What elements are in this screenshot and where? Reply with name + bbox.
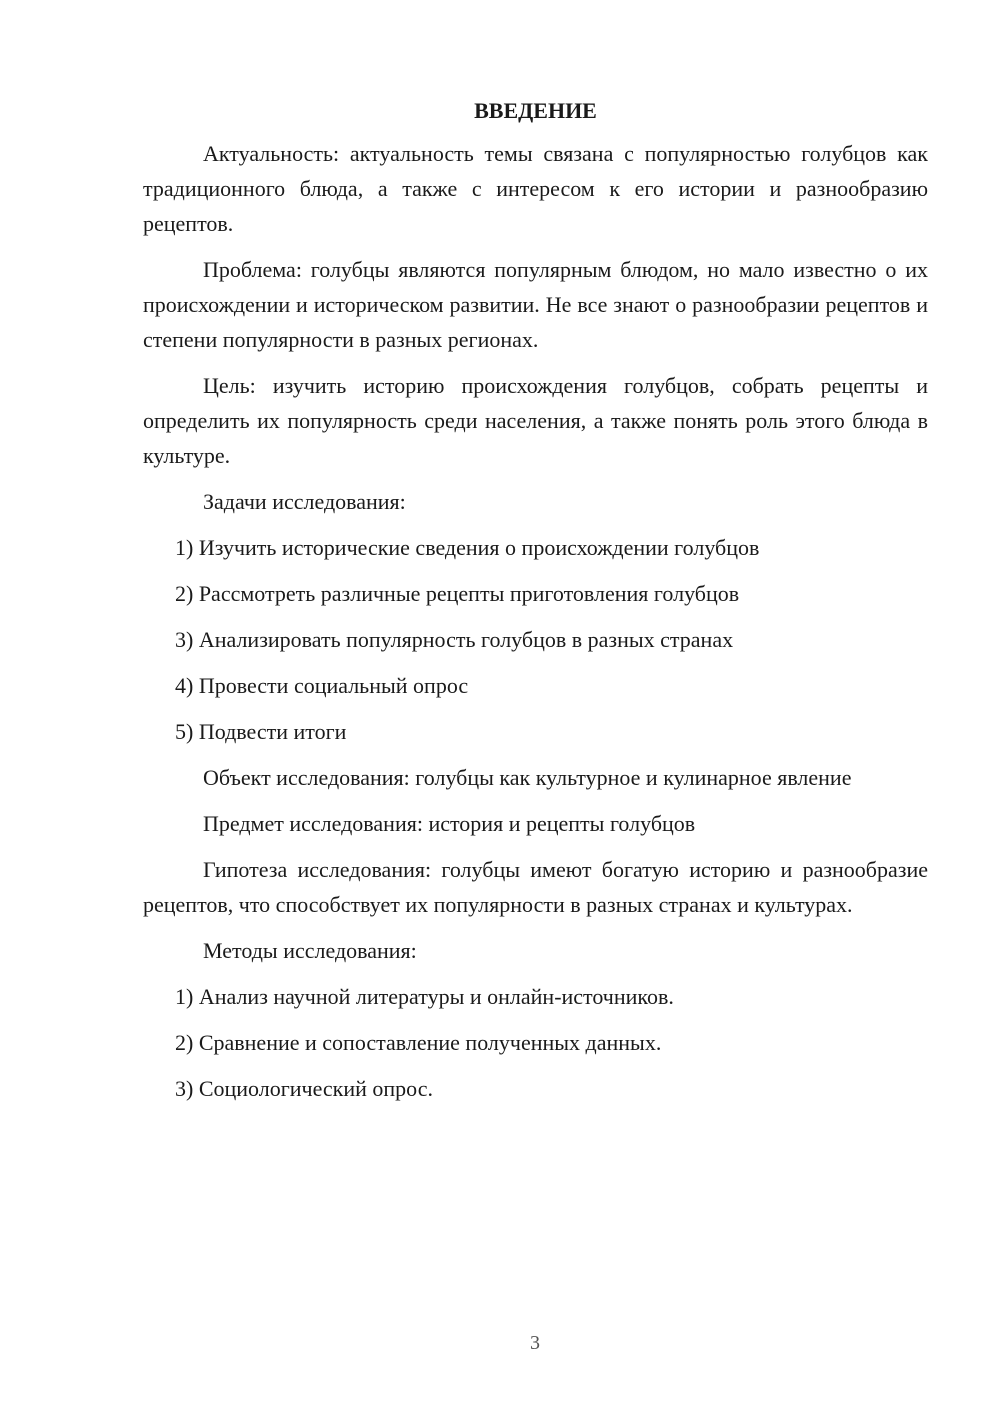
tasks-list [143,530,928,749]
relevance-paragraph: Актуальность: актуальность темы связана с популярностью голубцов как традиционного блюда, а также с интересом к его истории и разнообразию рецептов. [143,141,928,236]
list-item: 2) Рассмотреть различные рецепты приготовления голубцов [175,581,740,606]
list-item: 1) Изучить исторические сведения о происхождении голубцов [175,535,760,560]
document-page [143,96,928,1117]
subject-paragraph: Предмет исследования: история и рецепты голубцов [203,811,696,836]
goal-paragraph: Цель: изучить историю происхождения голубцов, собрать рецепты и определить их популярность среди населения, а также понять роль этого блюда в культуре. [143,373,928,468]
list-item: 3) Анализировать популярность голубцов в разных странах [175,627,734,652]
methods-list [143,979,928,1106]
list-item: 2) Сравнение и сопоставление полученных данных. [175,1030,662,1055]
hypothesis-paragraph: Гипотеза исследования: голубцы имеют богатую историю и разнообразие рецептов, что способствует их популярности в разных странах и культурах. [143,857,928,917]
list-item: 1) Анализ научной литературы и онлайн-источников. [175,984,674,1009]
list-item: 3) Социологический опрос. [175,1076,433,1101]
tasks-heading: Задачи исследования: [203,489,406,514]
section-title: ВВЕДЕНИЕ [474,98,597,123]
object-paragraph: Объект исследования: голубцы как культурное и кулинарное явление [203,765,852,790]
list-item: 5) Подвести итоги [175,719,347,744]
list-item: 4) Провести социальный опрос [175,673,469,698]
problem-paragraph: Проблема: голубцы являются популярным блюдом, но мало известно о их происхождении и историческом развитии. Не все знают о разнообразии рецептов и степени популярности в разных регионах. [143,257,928,352]
page-number: 3 [530,1332,540,1354]
methods-heading: Методы исследования: [203,938,417,963]
